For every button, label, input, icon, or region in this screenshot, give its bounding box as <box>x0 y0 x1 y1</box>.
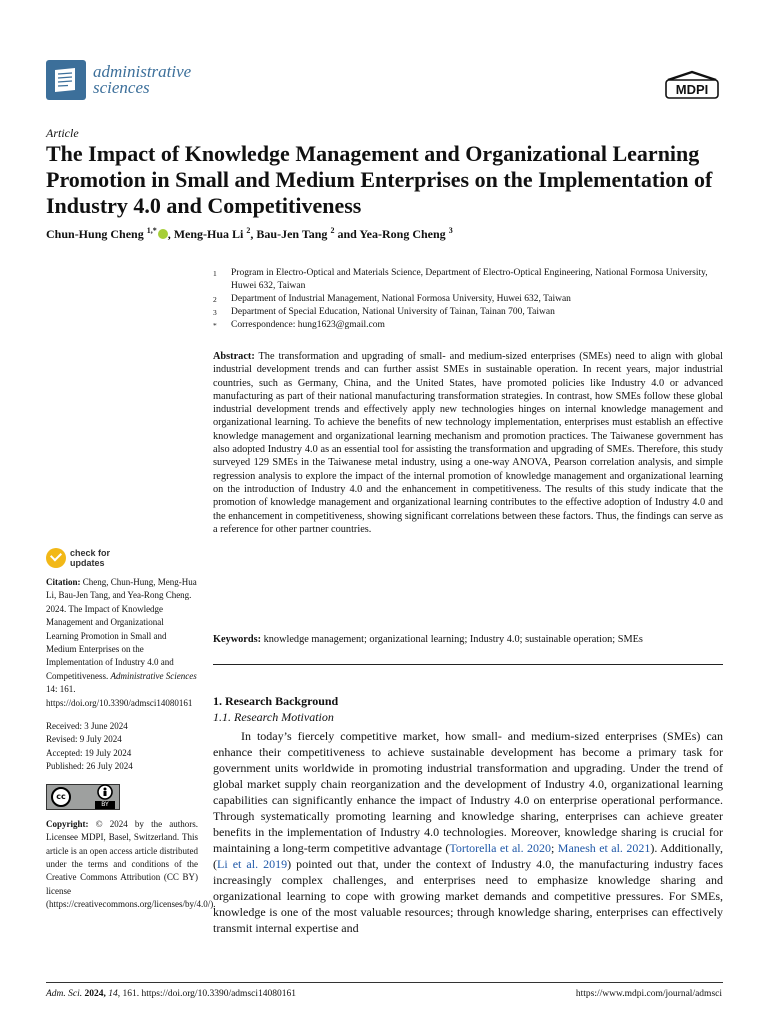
keywords-text: knowledge management; organizational learning; Industry 4.0; sustainable operation; SMEs <box>263 634 643 645</box>
date-accepted: Accepted: 19 July 2024 <box>46 747 132 758</box>
affiliation-mark: 3 <box>213 308 217 317</box>
affiliations <box>213 267 723 332</box>
correspondence-email[interactable]: Correspondence: hung1623@gmail.com <box>231 320 385 330</box>
by-label: BY <box>95 801 115 809</box>
citation-separator: ; <box>551 841 558 855</box>
affiliation-text: Program in Electro-Optical and Materials Science, Department of Electro-Optical Engineering, National Formosa University, Huwei 632, Taiwan <box>231 268 708 291</box>
author-affiliation-mark: 3 <box>448 226 453 235</box>
body-text-part: ). Additionally, ( <box>213 841 723 871</box>
abstract <box>213 350 723 536</box>
article-title: The Impact of Knowledge Management and Organizational Learning Promotion in Small and Medium Enterprises on the Implementation of Industry 4.0 and Competitiveness <box>46 141 713 218</box>
date-received: Received: 3 June 2024 <box>46 721 128 732</box>
footer-volume: 14, <box>108 989 121 999</box>
footer-journal-url[interactable]: https://www.mdpi.com/journal/admsci <box>575 989 722 999</box>
footer-journal: Adm. Sci. <box>46 989 83 999</box>
citation-volume: 14 <box>46 684 55 695</box>
affiliation-text: Department of Special Education, National University of Tainan, Tainan 700, Taiwan <box>231 307 555 317</box>
affiliation-mark: * <box>213 321 217 330</box>
author-affiliation-mark: 1,* <box>146 226 157 235</box>
citation-text: Cheng, Chun-Hung, Meng-Hua Li, Bau-Jen Tang, and Yea-Rong Cheng. 2024. The Impact of Knowledge Management and Organizational Learning Promotion in Small and Medium Enterprises on the Implementation of Industry 4.0 and Competitiveness. <box>46 577 197 681</box>
citation <box>46 576 198 710</box>
author-affiliation-mark: 2 <box>330 226 335 235</box>
journal-name-line1: administrative <box>93 62 192 81</box>
affiliation-mark: 1 <box>213 269 217 278</box>
affiliation-item <box>213 267 723 293</box>
copyright-label: Copyright: <box>46 818 89 829</box>
body-text-part: ) pointed out that, under the context of Industry 4.0, the manufacturing industry faces increasingly complex challenges, and enterprises need to emphasize knowledge sharing and organizational learning to cope with growing market demands and competitive pressures. For SMEs, knowledge is one of the most valuable resources; through knowledge sharing, enterprises can effectively transmit internal expertise and <box>213 857 723 935</box>
check-updates-line1: check for <box>70 548 111 558</box>
citation-link[interactable]: Tortorella et al. 2020 <box>449 841 552 855</box>
affiliation-text: Department of Industrial Management, National Formosa University, Huwei 632, Taiwan <box>231 294 571 304</box>
cc-by-license-badge[interactable] <box>46 784 120 810</box>
author-name: Yea-Rong Cheng <box>359 227 446 241</box>
footer-year: 2024, <box>84 989 106 999</box>
citation-label: Citation: <box>46 577 81 587</box>
cc-icon: cc <box>51 787 71 807</box>
publication-dates <box>46 720 198 774</box>
article-type: Article <box>46 126 79 140</box>
footer-divider <box>46 982 723 983</box>
affiliation-item <box>213 319 723 332</box>
journal-name-line2: sciences <box>93 78 150 97</box>
author-affiliation-mark: 2 <box>246 226 251 235</box>
footer-doi[interactable]: 161. https://doi.org/10.3390/admsci14080161 <box>122 989 296 999</box>
keywords <box>213 633 723 646</box>
author-name: Meng-Hua Li <box>173 227 244 241</box>
abstract-label: Abstract: <box>213 351 255 362</box>
keywords-label: Keywords: <box>213 634 262 645</box>
author-list: Chun-Hung Cheng $^{1,*}$ , Meng-Hua Li $^2$, Bau-Jen Tang $^2$ and Yea-Rong Cheng $^3$ <box>46 226 453 241</box>
affiliation-item <box>213 306 723 319</box>
check-for-updates-button[interactable] <box>46 548 126 572</box>
mdpi-logo-icon[interactable] <box>664 70 720 100</box>
body-text-part: In today’s fiercely competitive market, how small- and medium-sized enterprises (SMEs) can enhance their competitiveness to achieve sustainable development has become a primary task for government units worldwide in promoting industrial transformation and upgrading. Under the trend of global market supply chain reorganization and the development of Industry 4.0, organizational learning capabilities can significantly enhance the impact of Industry 4.0 on enterprise operational performance. Through systematically promoting learning and knowledge sharing, enterprises can achieve greater benefits in the implementation of Industry 4.0 technologies. Moreover, knowledge sharing is crucial for maintaining a long-term competitive advantage ( <box>213 729 723 855</box>
sidebar <box>46 576 216 912</box>
copyright-text: © 2024 by the authors. Licensee MDPI, Basel, Switzerland. This article is an open access article distributed under the terms and conditions of the Creative Commons Attribution (CC BY) license (https://creativecommons.org/licenses/by/4.0/). <box>46 818 216 910</box>
body-paragraph <box>213 728 723 936</box>
citation-doi[interactable]: : 161. https://doi.org/10.3390/admsci14080161 <box>46 684 193 708</box>
affiliation-item <box>213 293 723 306</box>
journal-logo-icon <box>46 60 86 100</box>
section-heading: 1. Research Background <box>213 694 339 708</box>
publisher-name: MDPI <box>675 82 709 97</box>
section-divider <box>213 664 723 665</box>
journal-name[interactable] <box>93 64 191 96</box>
check-updates-line2: updates <box>70 558 105 568</box>
abstract-text: The transformation and upgrading of small- and medium-sized enterprises (SMEs) need to align with global industrial development trends and can further assist SMEs in sustainable operation. In recent years, major industrial countries, such as Germany, China, and the United States, have promoted policies like Industry 4.0 or advanced manufacturing as part of their national manufacturing transformation strategies. In contrast, how SMEs follow these global industrial development trends and effectively apply new technologies hinges on internal knowledge management and organizational learning. To achieve the benefits of new technology implementation, enterprises must establish an effective knowledge management and organizational learning mechanism and promotion practices. The Taiwanese government has also adopted Industry 4.0 as an essential tool for assisting the transformation and upgrading of SMEs. Therefore, this study surveyed 129 SMEs in the Taiwanese metal industry, using a one-way ANOVA, Pearson correlation analysis, and simple regression analysis to explore the impact of the internal promotion of knowledge management and organizational learning on the introduction of Industry 4.0 and the enhancement in competitiveness. The results of this study indicate that the promotion of knowledge management and organizational learning contributes to the effective adoption of Industry 4.0 and the enhancement in competitiveness, showing significant correlations between these factors. Thus, the findings can serve as a reference for other partner countries. <box>213 351 723 535</box>
person-icon <box>95 784 115 800</box>
citation-journal: Administrative Sciences <box>110 670 197 681</box>
author-name: Chun-Hung Cheng <box>46 227 144 241</box>
orcid-icon[interactable] <box>158 229 168 239</box>
copyright-notice <box>46 818 216 912</box>
citation-link[interactable]: Manesh et al. 2021 <box>557 841 651 855</box>
footer-citation <box>46 989 296 999</box>
author-name: Bau-Jen Tang <box>256 227 328 241</box>
date-published: Published: 26 July 2024 <box>46 761 133 772</box>
citation-link[interactable]: Li et al. 2019 <box>217 857 288 871</box>
check-updates-icon <box>46 548 66 568</box>
subsection-heading: 1.1. Research Motivation <box>213 710 334 724</box>
affiliation-mark: 2 <box>213 295 217 304</box>
date-revised: Revised: 9 July 2024 <box>46 734 122 745</box>
